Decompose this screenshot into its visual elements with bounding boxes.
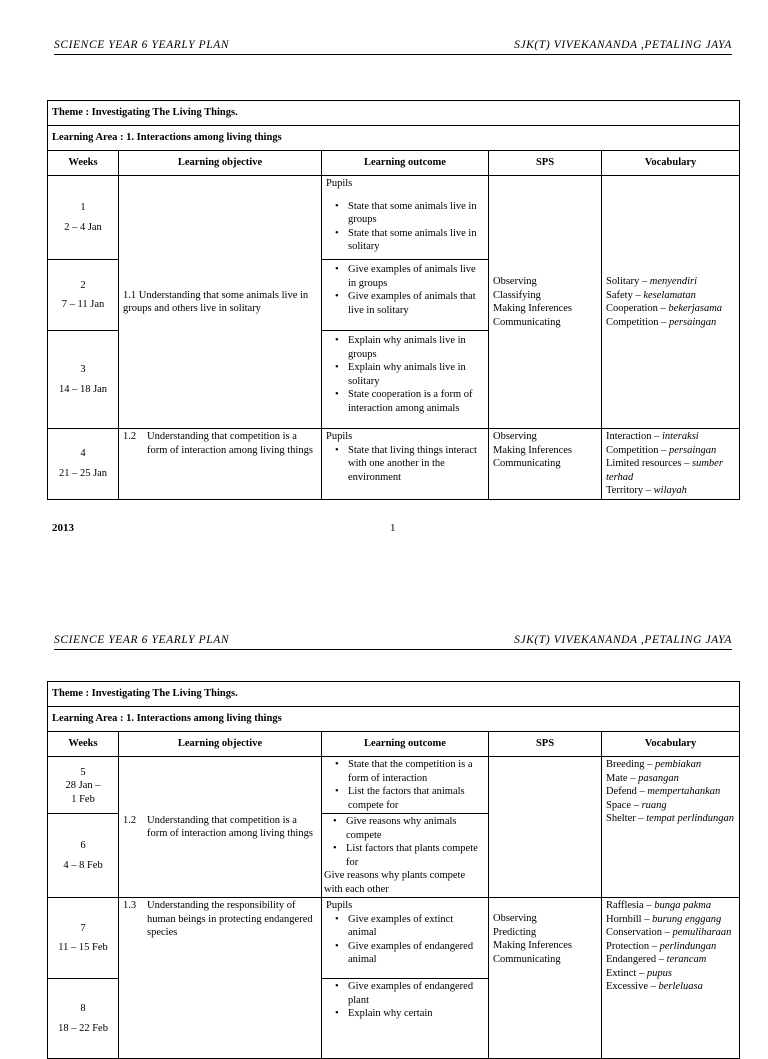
col-weeks: Weeks [48,732,119,757]
list-item: • State that living things interact with one another in the environment [348,444,484,485]
page-2 [0,610,768,1034]
objective-cell: 1.1 Understanding that some animals live in groups and others live in solitary [119,176,322,429]
sps-cell: Observing Making Inferences Communicating [489,429,602,500]
list-item: • Give reasons why animals compete [346,815,484,842]
sps-cell: Observing Classifying Making Inferences Communicating [489,176,602,429]
page-number: 1 [390,522,396,534]
header-title: SCIENCE YEAR 6 YEARLY PLAN [54,39,230,51]
learning-area-row: Learning Area : 1. Interactions among living things [48,707,740,732]
week-cell: 1 2 – 4 Jan [48,176,119,260]
page-header [54,38,732,55]
table-row [48,898,740,979]
list-item: • State that some animals live in groups [348,200,484,227]
theme-row: Theme : Investigating The Living Things. [48,682,740,707]
col-learning-objective: Learning objective [119,732,322,757]
outcome-cell: Pupils • State that living things interact with one another in the environment [322,429,489,500]
list-item: • List the factors that animals compete for [348,785,484,812]
yearly-plan-table [47,100,740,500]
list-item: • Give examples of endangered animal [348,940,484,967]
col-sps: SPS [489,151,602,176]
vocabulary-cell: Solitary – menyendiri Safety – keselamatan Cooperation – bekerjasama Competition – persaingan [602,176,740,429]
outcome-cell: Pupils • Give examples of extinct animal • Give examples of endangered animal [322,898,489,979]
col-sps: SPS [489,732,602,757]
col-weeks: Weeks [48,151,119,176]
list-item: • Give examples of endangered plant [348,980,484,1007]
vocabulary-cell: Interaction – interaksi Competition – persaingan Limited resources – sumber terhad Territory – wilayah [602,429,740,500]
theme-row: Theme : Investigating The Living Things. [48,101,740,126]
table-row [48,176,740,260]
list-item: Give reasons why plants compete with each other [324,870,466,895]
sps-cell: Observing Predicting Making Inferences Communicating [489,898,602,1059]
outcome-cell [322,979,489,1059]
vocabulary-cell: Rafflesia – bunga pakma Hornbill – burung enggang Conservation – pemuliharaan Protection – perlindungan Endangered – terancam Extinct – pupus Excessive – berleluasa [602,898,740,1059]
col-vocabulary: Vocabulary [602,732,740,757]
list-item: • Explain why animals live in groups [348,334,484,361]
list-item: • State cooperation is a form of interaction among animals [348,388,484,415]
list-item: • Give examples of animals live in groups [348,263,484,290]
yearly-plan-table [47,681,740,1059]
list-item: • Give examples of animals that live in solitary [348,290,484,317]
week-cell: 3 14 – 18 Jan [48,331,119,429]
week-cell: 7 11 – 15 Feb [48,898,119,979]
week-cell: 4 21 – 25 Jan [48,429,119,500]
objective-cell: 1.3 Understanding the responsibility of human beings in protecting endangered species [119,898,322,1059]
page-header [54,633,732,650]
list-item: • Explain why certain [348,1007,484,1021]
col-learning-outcome: Learning outcome [322,732,489,757]
col-learning-outcome: Learning outcome [322,151,489,176]
outcome-cell [322,814,489,898]
objective-cell: 1.2 Understanding that competition is a form of interaction among living things [119,429,322,500]
header-school: SJK(T) VIVEKANANDA ,PETALING JAYA [514,39,732,51]
week-cell: 2 7 – 11 Jan [48,260,119,331]
vocabulary-cell: Breeding – pembiakan Mate – pasangan Defend – mempertahankan Space – ruang Shelter – tempat perlindungan [602,757,740,898]
outcome-cell: Pupils • State that some animals live in groups • State that some animals live in solitary [322,176,489,260]
outcome-cell [322,331,489,429]
table-row [48,429,740,500]
header-school: SJK(T) VIVEKANANDA ,PETALING JAYA [514,634,732,646]
footer-year: 2013 [52,522,74,534]
list-item: • Explain why animals live in solitary [348,361,484,388]
list-item: • State that the competition is a form of interaction [348,758,484,785]
list-item: • Give examples of extinct animal [348,913,484,940]
learning-area-row: Learning Area : 1. Interactions among living things [48,126,740,151]
col-learning-objective: Learning objective [119,151,322,176]
table-row [48,757,740,814]
objective-cell: 1.2 Understanding that competition is a form of interaction among living things [119,757,322,898]
week-cell: 5 28 Jan – 1 Feb [48,757,119,814]
list-item: • List factors that plants compete for [346,842,484,869]
outcome-cell [322,757,489,814]
week-cell: 6 4 – 8 Feb [48,814,119,898]
header-title: SCIENCE YEAR 6 YEARLY PLAN [54,634,230,646]
col-vocabulary: Vocabulary [602,151,740,176]
outcome-cell [322,260,489,331]
week-cell: 8 18 – 22 Feb [48,979,119,1059]
sps-cell [489,757,602,898]
list-item: • State that some animals live in solitary [348,227,484,254]
